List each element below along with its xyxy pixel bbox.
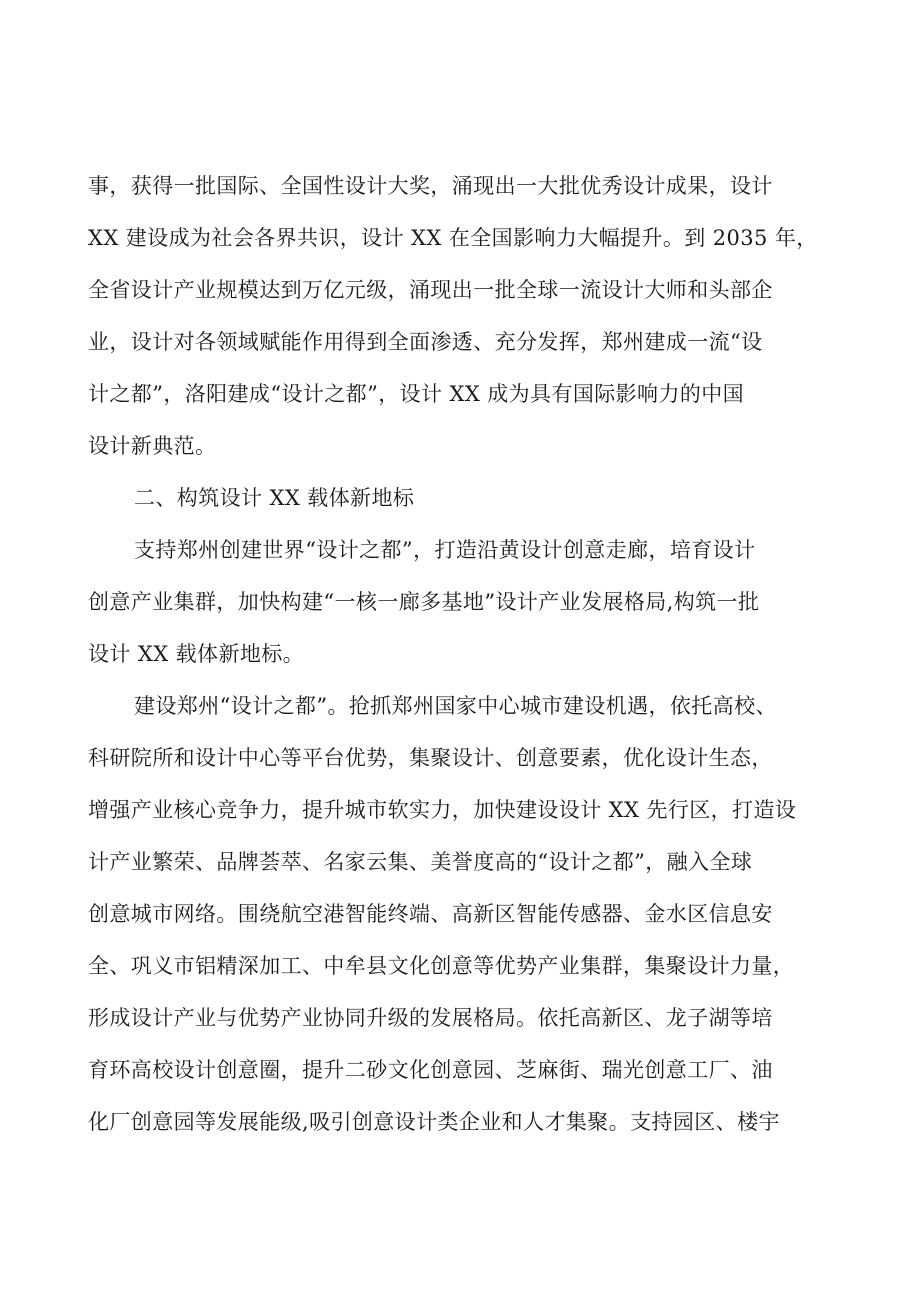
text-line: 形成设计产业与优势产业协同升级的发展格局。依托高新区、龙子湖等培 (88, 1006, 773, 1030)
text-line: XX 建设成为社会各界共识，设计 XX 在全国影响力大幅提升。到 2035 年， (88, 226, 818, 250)
text-line: 创意产业集群，加快构建“一核一廊多基地”设计产业发展格局,构筑一批 (88, 590, 760, 614)
text-line: 增强产业核心竞争力，提升城市软实力，加快建设设计 XX 先行区，打造设 (88, 798, 797, 822)
text-line: 全、巩义市铝精深加工、中牟县文化创意等优势产业集群，集聚设计力量， (88, 954, 795, 978)
text-line: 创意城市网络。围绕航空港智能终端、高新区智能传感器、金水区信息安 (88, 902, 773, 926)
text-line: 全省设计产业规模达到万亿元级，涌现出一批全球一流设计大师和头部企 (88, 278, 773, 302)
text-line: 支持郑州创建世界“设计之都”，打造沿黄设计创意走廊，培育设计 (134, 538, 756, 562)
text-line: 育环高校设计创意圈，提升二砂文化创意园、芝麻街、瑞光创意工厂、油 (88, 1058, 773, 1082)
section-heading: 二、构筑设计 XX 载体新地标 (134, 486, 415, 510)
text-line: 事，获得一批国际、全国性设计大奖，涌现出一大批优秀设计成果，设计 (88, 174, 773, 198)
text-line: 计产业繁荣、品牌荟萃、名家云集、美誉度高的“设计之都”，融入全球 (88, 850, 753, 874)
text-line: 业，设计对各领域赋能作用得到全面渗透、充分发挥，郑州建成一流“设 (88, 330, 763, 354)
text-line: 建设郑州“设计之都”。抢抓郑州国家中心城市建设机遇，依托高校、 (134, 694, 777, 718)
text-line: 设计 XX 载体新地标。 (88, 642, 305, 666)
text-line: 化厂创意园等发展能级,吸引创意设计类企业和人才集聚。支持园区、楼宇 (88, 1110, 780, 1134)
text-line: 科研院所和设计中心等平台优势，集聚设计、创意要素，优化设计生态， (88, 746, 773, 770)
text-line: 计之都”，洛阳建成“设计之都”，设计 XX 成为具有国际影响力的中国 (88, 382, 745, 406)
text-line: 设计新典范。 (88, 434, 217, 458)
